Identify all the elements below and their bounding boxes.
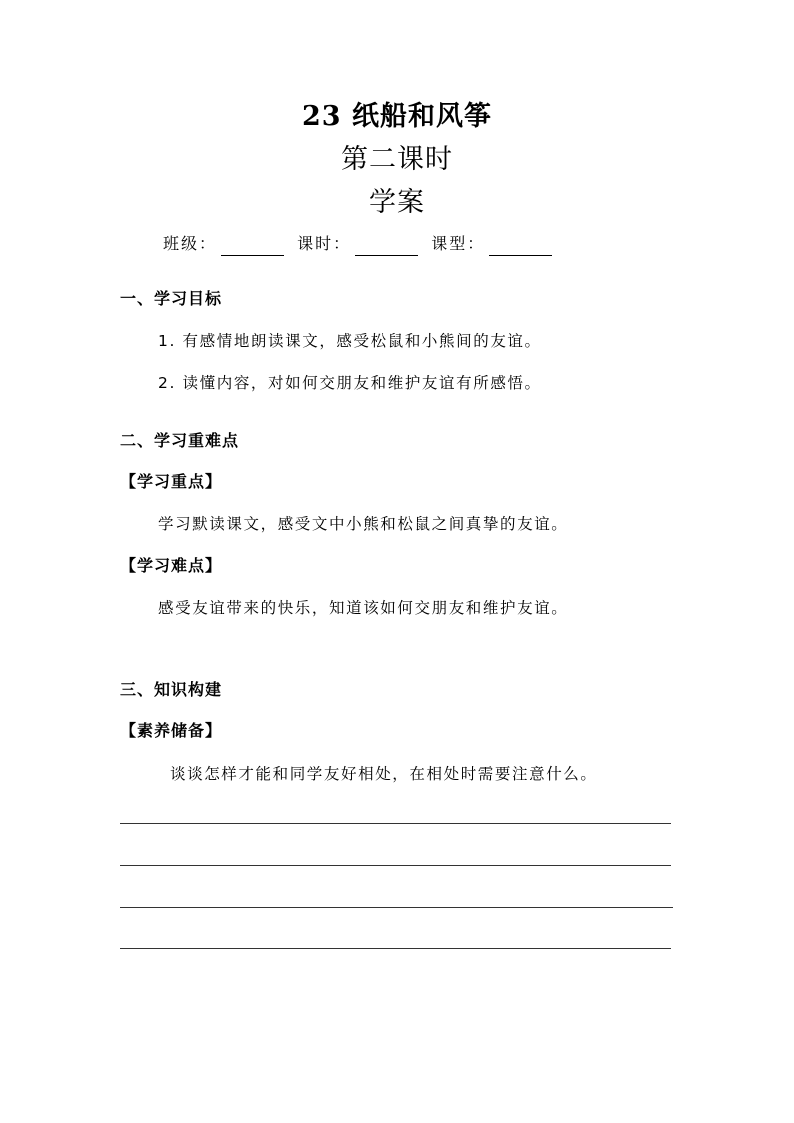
section-knowledge-heading: 三、知识构建 <box>120 680 223 699</box>
document-type: 学案 <box>369 187 425 218</box>
period-label: 课时： <box>297 234 352 253</box>
key-points-label: 【学习重点】 <box>120 472 223 491</box>
objective-item: 1. 有感情地朗读课文，感受松鼠和小熊间的友谊。 <box>158 332 542 350</box>
info-row <box>163 232 560 256</box>
section-objectives-heading: 一、学习目标 <box>120 289 223 308</box>
answer-line[interactable] <box>120 865 671 866</box>
objective-item: 2. 读懂内容，对如何交朋友和维护友谊有所感悟。 <box>158 374 542 392</box>
answer-line[interactable] <box>120 823 671 824</box>
lesson-subtitle: 第二课时 <box>341 144 453 175</box>
difficulty-label: 【学习难点】 <box>120 556 223 575</box>
section-keypoints-heading: 二、学习重难点 <box>120 431 240 450</box>
period-blank[interactable] <box>355 236 418 256</box>
class-blank[interactable] <box>221 236 284 256</box>
answer-line[interactable] <box>120 948 671 949</box>
type-label: 课型： <box>431 234 486 253</box>
discussion-question: 谈谈怎样才能和同学友好相处，在相处时需要注意什么。 <box>170 765 598 783</box>
difficulty-text: 感受友谊带来的快乐，知道该如何交朋友和维护友谊。 <box>158 599 569 617</box>
type-blank[interactable] <box>489 236 552 256</box>
literacy-prep-label: 【素养储备】 <box>120 721 223 740</box>
lesson-title: 23 纸船和风筝 <box>302 101 492 132</box>
key-points-text: 学习默读课文，感受文中小熊和松鼠之间真挚的友谊。 <box>158 515 569 533</box>
class-label: 班级： <box>163 234 218 253</box>
answer-line[interactable] <box>120 907 673 908</box>
